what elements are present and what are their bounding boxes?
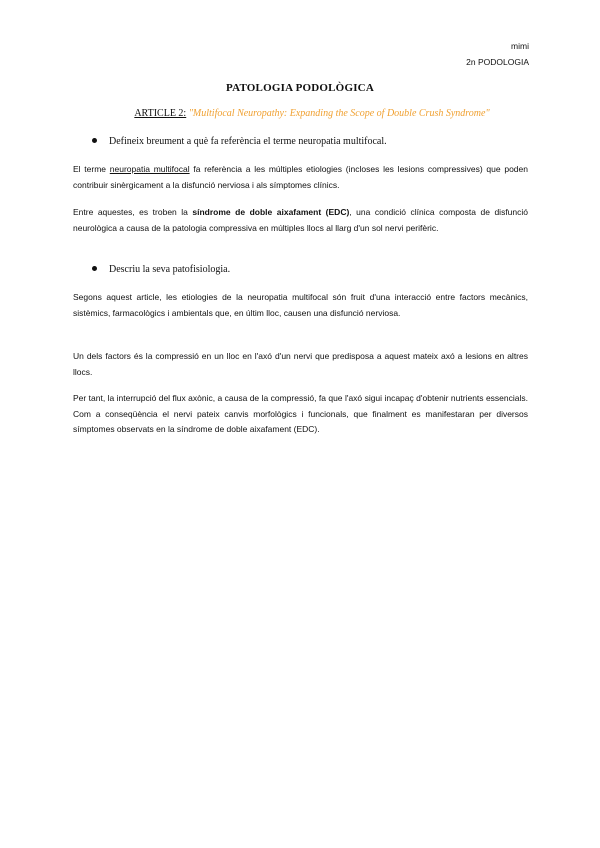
- bullet-icon: [92, 138, 97, 143]
- author-name: mimi: [511, 41, 529, 51]
- article-title: "Multifocal Neuropathy: Expanding the Scope of Double Crush Syndrome": [186, 108, 490, 119]
- document-title: PATOLOGIA PODOLÒGICA: [226, 82, 374, 94]
- text: , una condició clínica composta de disfunció neurològica a causa de la patologia compressiva en múltiples llocs al llarg d'un sol nervi perifèric.: [73, 207, 528, 233]
- paragraph-4: Un dels factors és la compressió en un lloc en l'axó d'un nervi que predisposa a aquest mateix axó a lesions en altres llocs.: [73, 351, 528, 377]
- question-text: Defineix breument a què fa referència el terme neuropatia multifocal.: [109, 136, 387, 147]
- paragraph-5: Per tant, la interrupció del flux axònic, a causa de la compressió, fa que l'axó sigui incapaç d'obtenir nutrients essencials. Com a conseqüència el nervi pateix canvis morfològics i funcionals, que finalment es manifestaran per diversos símptomes observats en la síndrome de doble aixafament (EDC).: [73, 393, 528, 434]
- term-neuropatia-multifocal: neuropatia multifocal: [109, 164, 190, 174]
- text: Entre aquestes, es troben la: [73, 207, 193, 217]
- course-name: 2n PODOLOGIA: [466, 57, 529, 67]
- bullet-icon: [92, 266, 97, 271]
- question-1: [92, 136, 387, 147]
- article-heading: [0, 108, 600, 119]
- text: El terme: [73, 164, 110, 174]
- paragraph-1: [73, 162, 528, 193]
- question-2: [92, 264, 230, 275]
- article-label: ARTICLE 2:: [134, 108, 187, 119]
- term-edc: síndrome de doble aixafament (EDC): [192, 207, 350, 217]
- paragraph-2: [73, 205, 528, 236]
- text: fa referència a les múltiples etiologies (incloses les lesions compressives) que poden contribuir sinèrgicament a la disfunció nerviosa i als símptomes clínics.: [73, 164, 528, 190]
- page-header: [466, 38, 529, 70]
- paragraph-3: Segons aquest article, les etiologies de la neuropatia multifocal són fruit d'una interacció entre factors mecànics, sistèmics, farmacològics i ambientals que, en últim lloc, causen una disfunció nerviosa.: [73, 292, 528, 318]
- question-text: Descriu la seva patofisiologia.: [109, 264, 231, 275]
